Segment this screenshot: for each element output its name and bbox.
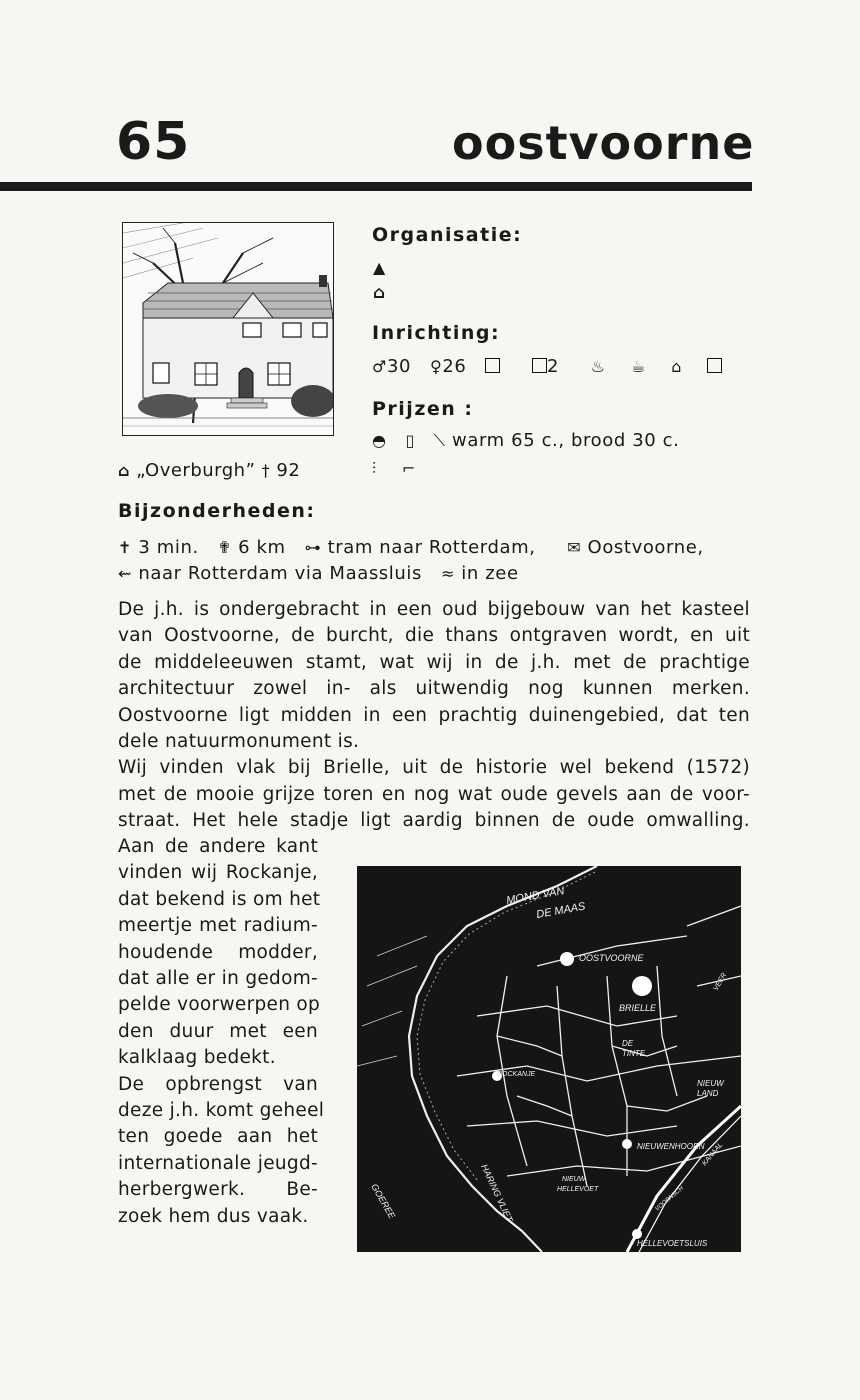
shelter-icon: ⌂ <box>671 357 682 376</box>
female-bed-icon: ♀ <box>430 357 443 376</box>
tram-text: tram naar Rotterdam, <box>327 537 536 558</box>
map-label-hellevoetsluis: HELLEVOETSLUIS <box>637 1239 708 1248</box>
hostel-photo <box>122 222 334 436</box>
page-title: oostvoorne <box>452 116 755 170</box>
room-count: 2 <box>547 356 560 377</box>
cooking-icon: ⟍ <box>433 431 446 450</box>
hostel-name: „Overburgh” <box>136 460 256 481</box>
bed-count: 92 <box>276 460 301 481</box>
text-line: houdende modder, <box>118 941 318 963</box>
boat-icon: ⇜ <box>118 564 133 583</box>
text-line: herbergwerk. Be- <box>118 1179 318 1201</box>
organisatie-heading: Organisatie: <box>372 224 523 246</box>
text-line: dat bekend is om het <box>118 888 321 910</box>
paragraph-1 <box>118 597 750 835</box>
bijzonderheden-heading: Bijzonderheden: <box>118 500 316 522</box>
cutlery-row <box>372 458 416 479</box>
text-line: internationale jeugd- <box>118 1152 318 1174</box>
women-beds: 26 <box>442 356 467 377</box>
page-number: 65 <box>116 112 191 172</box>
header-rule <box>0 182 752 191</box>
map-label-nieuw: NIEUW <box>697 1079 724 1088</box>
prijzen-text: warm 65 c., brood 30 c. <box>452 430 680 451</box>
pan-icon: ⌐ <box>401 459 416 478</box>
church-icon: ✝ <box>118 538 133 557</box>
text-line: pelde voorwerpen op <box>118 994 321 1016</box>
bed-price-icon: ◓ <box>372 431 387 450</box>
text-line: Wij vinden vlak bij Brielle, uit de historie wel bekend (1572) <box>118 757 750 779</box>
triangle-icon: ▲ <box>373 258 386 277</box>
room-icon <box>532 358 547 373</box>
map-label-mond-van: MOND VAN <box>505 884 566 907</box>
text-line: De opbrengst van <box>118 1073 318 1095</box>
text-line: vinden wij Rockanje, <box>118 862 318 884</box>
text-line: met de mooie grijze toren en nog wat oude gevels aan de voor- <box>118 783 750 805</box>
station-icon: ✟ <box>217 538 232 557</box>
swim-icon: ≈ <box>440 564 455 583</box>
text-line: dele natuurmonument is. <box>118 731 360 753</box>
male-bed-icon: ♂ <box>372 357 387 376</box>
text-line: kalklaag bedekt. <box>118 1047 276 1069</box>
map-label-voornsch: VOORNSCH <box>654 1185 685 1213</box>
hostel-icon: ⌂ <box>118 461 130 480</box>
station-distance: 6 km <box>238 537 286 558</box>
bijzonderheden-row-1 <box>118 537 704 558</box>
map-label-goeree: GOEREE <box>369 1182 398 1221</box>
map-label-nieuwenhoorn: NIEUWENHOORN <box>637 1142 705 1151</box>
hostel-caption <box>118 460 300 481</box>
boat-text: naar Rotterdam via Maassluis <box>138 563 422 584</box>
text-line: dat alle er in gedom- <box>118 968 318 990</box>
washroom-icon <box>485 358 500 373</box>
map-label-de: DE <box>622 1039 634 1048</box>
cutlery-icon: ⫶ <box>372 459 377 478</box>
map-label-haring-vliet: HARING VLIET <box>479 1162 515 1224</box>
map-label-nieuw-helvoet-1: NIEUW <box>562 1176 586 1183</box>
text-line: ten goede aan het <box>118 1126 318 1148</box>
text-line: den duur met een <box>118 1020 318 1042</box>
swim-text: in zee <box>461 563 519 584</box>
bottle-icon: ▯ <box>405 431 415 450</box>
map-label-brielle: BRIELLE <box>619 1003 657 1013</box>
area-map <box>357 866 741 1252</box>
prijzen-heading: Prijzen : <box>372 398 474 420</box>
cup-icon: ☕ <box>630 357 646 376</box>
map-label-land: LAND <box>697 1089 719 1098</box>
text-line: architectuur zowel in- als uitwendig nog kunnen merken. <box>118 678 750 700</box>
map-drawing <box>357 866 741 1252</box>
prijzen-row <box>372 430 679 451</box>
post-text: Oostvoorne, <box>587 537 704 558</box>
kitchen-icon: ♨ <box>590 357 606 376</box>
map-label-veer: VEER <box>712 971 729 992</box>
map-label-oostvoorne: OOSTVOORNE <box>579 953 644 963</box>
map-label-rockanje: ROCKANJE <box>497 1071 536 1078</box>
inrichting-heading: Inrichting: <box>372 322 501 344</box>
men-beds: 30 <box>386 356 412 377</box>
church-distance: 3 min. <box>138 537 199 558</box>
text-line: meertje met radium- <box>118 915 318 937</box>
paragraph-3 <box>118 834 325 1230</box>
post-icon: ✉ <box>567 538 582 557</box>
text-line: deze j.h. komt geheel <box>118 1100 325 1122</box>
text-line: van Oostvoorne, de burcht, die thans ontgraven wordt, en uit <box>118 625 750 647</box>
text-line: De j.h. is ondergebracht in een oud bijgebouw van het kasteel <box>118 599 750 620</box>
map-label-tinte: TINTE <box>622 1049 646 1058</box>
text-line: de middeleeuwen stamt, wat wij in de j.h. met de prachtige <box>118 651 750 673</box>
bijzonderheden-row-2 <box>118 563 519 584</box>
locker-icon <box>707 358 722 373</box>
text-line: Aan de andere kant <box>118 836 318 857</box>
text-line: straat. Het hele stadje ligt aardig binnen de oude omwalling. <box>118 810 750 832</box>
inrichting-row <box>372 356 722 377</box>
tram-icon: ⊶ <box>304 538 322 557</box>
map-label-kanaal: KANAAL <box>701 1141 725 1168</box>
house-icon: ⌂ <box>373 283 386 303</box>
hostel-sketch <box>123 223 333 435</box>
map-label-nieuw-helvoet-2: HELLEVOET <box>557 1186 599 1193</box>
text-line: Oostvoorne ligt midden in een prachtig duinengebied, dat ten <box>118 704 750 726</box>
map-label-de-maas: DE MAAS <box>535 900 587 921</box>
cross-icon: † <box>261 461 271 480</box>
text-line: zoek hem dus vaak. <box>118 1205 309 1227</box>
